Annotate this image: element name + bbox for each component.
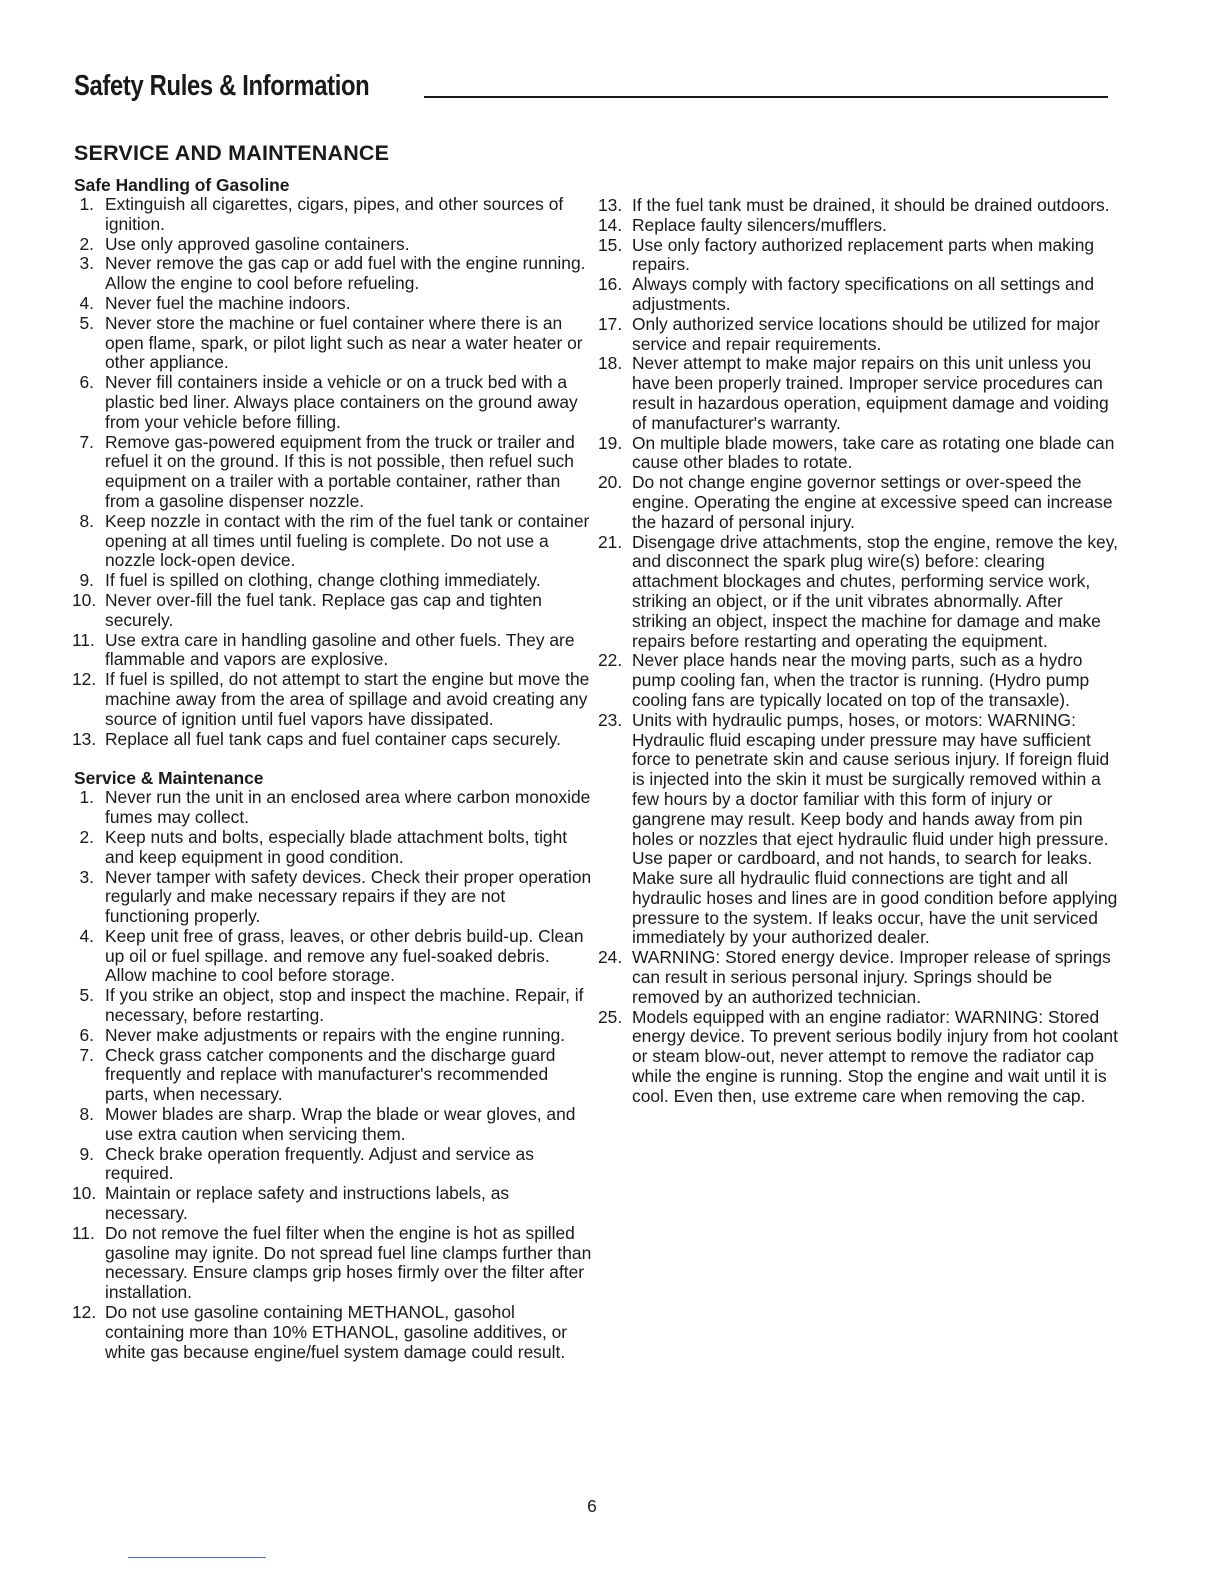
item-number: 25. bbox=[598, 1006, 623, 1027]
list-item bbox=[72, 828, 592, 868]
item-text: If the fuel tank must be drained, it should be drained outdoors. bbox=[632, 195, 1110, 215]
item-number: 16. bbox=[598, 274, 623, 295]
list-item bbox=[72, 1105, 592, 1145]
gasoline-heading: Safe Handling of Gasoline bbox=[74, 175, 290, 195]
item-number: 13. bbox=[598, 195, 623, 215]
section-heading: SERVICE AND MAINTENANCE bbox=[74, 141, 390, 165]
list-item bbox=[598, 236, 1122, 276]
item-text: Do not change engine governor settings or over-speed the engine. Operating the engine at excessive speed can increase the hazard of personal injury. bbox=[632, 472, 1113, 532]
list-item bbox=[72, 254, 592, 294]
item-text: If you strike an object, stop and inspect the machine. Repair, if necessary, before restarting. bbox=[105, 985, 584, 1026]
list-item bbox=[598, 1008, 1122, 1107]
item-number: 11. bbox=[72, 1222, 95, 1243]
list-item bbox=[72, 235, 592, 255]
item-number: 8. bbox=[79, 510, 94, 531]
item-number: 24. bbox=[598, 947, 623, 968]
item-number: 4. bbox=[79, 925, 94, 946]
item-number: 5. bbox=[79, 312, 94, 333]
item-number: 9. bbox=[79, 1143, 94, 1164]
item-text: If fuel is spilled, do not attempt to start the engine but move the machine away from the area of spillage and avoid creating any source of ignition until fuel vapors have dissipated. bbox=[105, 669, 590, 729]
list-item bbox=[598, 473, 1122, 532]
item-text: Always comply with factory specifications on all settings and adjustments. bbox=[632, 274, 1095, 314]
list-item bbox=[598, 216, 1122, 236]
maintenance-list-continued bbox=[598, 196, 1122, 1107]
item-text: Mower blades are sharp. Wrap the blade or wear gloves, and use extra caution when servicing them. bbox=[105, 1104, 576, 1144]
page-title: Safety Rules & Information bbox=[74, 70, 370, 102]
list-item bbox=[72, 927, 592, 986]
list-item bbox=[72, 195, 592, 235]
item-number: 23. bbox=[598, 709, 623, 730]
item-number: 12. bbox=[72, 669, 97, 690]
item-text: Never run the unit in an enclosed area where carbon monoxide fumes may collect. bbox=[105, 787, 591, 828]
list-item bbox=[598, 196, 1122, 216]
list-item bbox=[72, 670, 592, 729]
item-text: Do not use gasoline containing METHANOL, gasohol containing more than 10% ETHANOL, gasoline additives, or white gas because engine/fuel system damage could result. bbox=[105, 1302, 568, 1362]
item-number: 20. bbox=[598, 472, 623, 493]
item-text: If fuel is spilled on clothing, change clothing immediately. bbox=[105, 570, 541, 591]
item-number: 21. bbox=[598, 531, 623, 552]
item-text: Units with hydraulic pumps, hoses, or motors: WARNING: Hydraulic fluid escaping under pressure may have sufficient force to penetrate skin and cause serious injury. If foreign fluid is injected into the skin it must be surgically removed within a few hours by a doctor familiar with this form of injury or gangrene may result. Keep body and hands away from pin holes or nozzles that eject hydraulic fluid under high pressure. Use paper or cardboard, and not hands, to search for leaks. Make sure all hydraulic fluid connections are tight and all hydraulic hoses and lines are in good condition before applying pressure to the system. If leaks occur, have the unit serviced immediately by your authorized dealer. bbox=[632, 709, 1118, 948]
item-text: Use only approved gasoline containers. bbox=[105, 233, 410, 254]
list-item bbox=[72, 1303, 592, 1362]
list-item bbox=[72, 730, 592, 750]
item-text: On multiple blade mowers, take care as rotating one blade can cause other blades to rotate. bbox=[632, 432, 1115, 473]
list-item bbox=[72, 986, 592, 1026]
item-number: 18. bbox=[598, 353, 623, 374]
maintenance-list bbox=[72, 788, 592, 1362]
list-item bbox=[598, 354, 1122, 433]
list-item bbox=[598, 533, 1122, 652]
item-text: Never store the machine or fuel container where there is an open flame, spark, or pilot light such as near a water heater or other appliance. bbox=[105, 312, 583, 373]
item-number: 3. bbox=[79, 253, 94, 274]
list-item bbox=[72, 1046, 592, 1105]
list-item bbox=[598, 315, 1122, 355]
list-item bbox=[72, 1026, 592, 1046]
item-number: 19. bbox=[598, 432, 623, 453]
list-item bbox=[72, 591, 592, 631]
list-item bbox=[72, 788, 592, 828]
item-number: 7. bbox=[79, 1044, 94, 1065]
header-rule bbox=[424, 96, 1108, 98]
item-text: Never attempt to make major repairs on this unit unless you have been properly trained. Improper service procedures can result in hazardous operation, equipment damage and voiding of manufacturer's warranty. bbox=[632, 353, 1109, 433]
item-text: Replace all fuel tank caps and fuel container caps securely. bbox=[105, 728, 561, 749]
maintenance-heading: Service & Maintenance bbox=[74, 768, 264, 789]
item-number: 2. bbox=[79, 233, 94, 254]
item-number: 10. bbox=[72, 589, 97, 610]
item-text: Keep nuts and bolts, especially blade attachment bolts, tight and keep equipment in good condition. bbox=[105, 826, 568, 867]
item-number: 11. bbox=[72, 629, 95, 650]
item-number: 7. bbox=[79, 431, 94, 452]
right-column bbox=[598, 196, 1122, 1107]
item-number: 5. bbox=[79, 985, 94, 1006]
list-item bbox=[72, 373, 592, 432]
item-text: Disengage drive attachments, stop the engine, remove the key, and disconnect the spark plug wire(s) before: clearing attachment blockages and chutes, performing service work, striking an object, or if the unit vibrates abnormally. After striking an object, inspect the machine for damage and make repairs before restarting and operating the equipment. bbox=[632, 531, 1118, 651]
list-item bbox=[598, 434, 1122, 474]
item-text: Keep nozzle in contact with the rim of the fuel tank or container opening at all times until fueling is complete. Do not use a nozzle lock-open device. bbox=[105, 510, 590, 571]
item-text: Remove gas-powered equipment from the truck or trailer and refuel it on the ground. If this is not possible, then refuel such equipment on a trailer with a portable container, rather than from a gasoline dispenser nozzle. bbox=[105, 431, 575, 511]
item-number: 13. bbox=[72, 728, 97, 749]
item-number: 22. bbox=[598, 650, 623, 671]
list-item bbox=[598, 948, 1122, 1007]
list-item bbox=[72, 512, 592, 571]
item-text: Never fill containers inside a vehicle or on a truck bed with a plastic bed liner. Always place containers on the ground away from your vehicle before filling. bbox=[105, 372, 578, 432]
item-number: 8. bbox=[79, 1104, 94, 1125]
list-item bbox=[598, 275, 1122, 315]
item-text: Extinguish all cigarettes, cigars, pipes, and other sources of ignition. bbox=[105, 194, 564, 234]
item-text: Never make adjustments or repairs with the engine running. bbox=[105, 1024, 566, 1045]
item-number: 10. bbox=[72, 1183, 97, 1204]
item-text: Models equipped with an engine radiator: WARNING: Stored energy device. To prevent serious bodily injury from hot coolant or steam blow-out, never attempt to remove the radiator cap while the engine is running. Stop the engine and wait until it is cool. Even then, use extreme care when removing the cap. bbox=[632, 1006, 1118, 1106]
item-text: Never remove the gas cap or add fuel with the engine running. Allow the engine to cool before refueling. bbox=[105, 253, 586, 294]
gasoline-list bbox=[72, 195, 592, 749]
item-number: 17. bbox=[598, 313, 623, 334]
item-text: Never place hands near the moving parts, such as a hydro pump cooling fan, when the tractor is running. (Hydro pump cooling fans are typically located on top of the transaxle). bbox=[632, 650, 1090, 710]
item-text: Never tamper with safety devices. Check their proper operation regularly and make necessary repairs if they are not functioning properly. bbox=[105, 866, 592, 927]
item-text: WARNING: Stored energy device. Improper release of springs can result in serious personal injury. Springs should be removed by an authorized technician. bbox=[632, 947, 1111, 1007]
item-text: Never fuel the machine indoors. bbox=[105, 292, 351, 313]
list-item bbox=[72, 1224, 592, 1303]
item-text: Never over-fill the fuel tank. Replace gas cap and tighten securely. bbox=[105, 589, 542, 630]
left-column bbox=[72, 175, 592, 1362]
item-number: 6. bbox=[79, 1024, 94, 1045]
list-item bbox=[598, 711, 1122, 949]
list-item bbox=[72, 294, 592, 314]
item-number: 15. bbox=[598, 234, 623, 255]
item-text: Check grass catcher components and the discharge guard frequently and replace with manufacturer's recommended parts, when necessary. bbox=[105, 1044, 556, 1105]
item-text: Keep unit free of grass, leaves, or other debris build-up. Clean up oil or fuel spillage. and remove any fuel-soaked debris. Allow machine to cool before storage. bbox=[105, 925, 584, 986]
item-number: 9. bbox=[79, 570, 94, 591]
item-text: Replace faulty silencers/mufflers. bbox=[632, 214, 887, 235]
item-number: 14. bbox=[598, 214, 623, 235]
item-text: Check brake operation frequently. Adjust and service as required. bbox=[105, 1143, 534, 1184]
list-item bbox=[72, 571, 592, 591]
item-text: Maintain or replace safety and instructions labels, as necessary. bbox=[105, 1183, 510, 1224]
footer-line bbox=[128, 1557, 266, 1558]
list-item bbox=[72, 314, 592, 373]
list-item bbox=[72, 631, 592, 671]
item-number: 2. bbox=[79, 826, 94, 847]
item-number: 12. bbox=[72, 1302, 97, 1323]
item-text: Use extra care in handling gasoline and other fuels. They are flammable and vapors are explosive. bbox=[105, 629, 575, 670]
item-number: 3. bbox=[79, 866, 94, 887]
item-text: Do not remove the fuel filter when the engine is hot as spilled gasoline may ignite. Do not spread fuel line clamps further than necessary. Ensure clamps grip hoses firmly over the filter after installation. bbox=[105, 1222, 592, 1303]
list-item bbox=[72, 433, 592, 512]
item-number: 4. bbox=[79, 292, 94, 313]
item-number: 1. bbox=[79, 194, 94, 214]
item-text: Use only factory authorized replacement parts when making repairs. bbox=[632, 234, 1095, 275]
list-item bbox=[598, 651, 1122, 710]
item-number: 6. bbox=[79, 372, 94, 393]
page-number: 6 bbox=[587, 1496, 597, 1516]
item-text: Only authorized service locations should be utilized for major service and repair requirements. bbox=[632, 313, 1100, 354]
page-header bbox=[74, 70, 1108, 100]
list-item bbox=[72, 868, 592, 927]
list-item bbox=[72, 1145, 592, 1185]
list-item bbox=[72, 1184, 592, 1224]
item-number: 1. bbox=[79, 787, 94, 808]
